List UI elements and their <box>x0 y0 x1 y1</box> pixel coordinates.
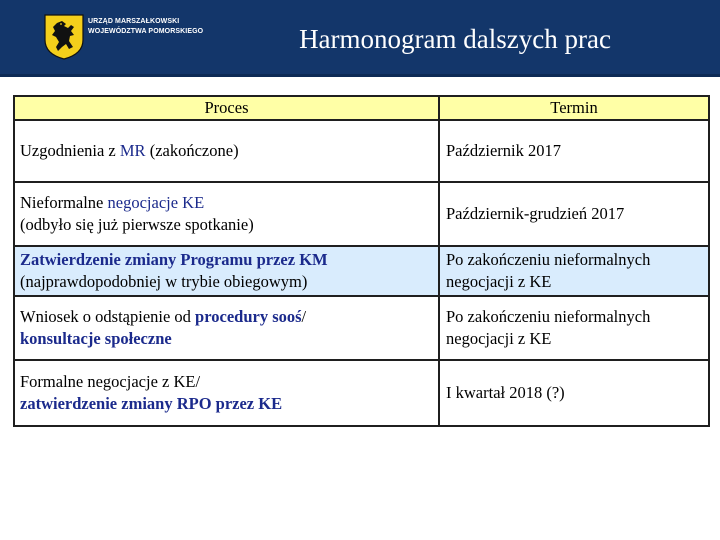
keyword-konsultacje: konsultacje społeczne <box>20 329 172 348</box>
cell-proces: Uzgodnienia z MR (zakończone) <box>14 120 439 182</box>
cell-proces: Formalne negocjacje z KE/ zatwierdzenie zmiany RPO przez KE <box>14 360 439 426</box>
institution-name <box>88 17 203 37</box>
cell-proces: Nieformalne negocjacje KE (odbyło się już pierwsze spotkanie) <box>14 182 439 246</box>
schedule-table <box>13 95 710 427</box>
cell-proces: Wniosek o odstąpienie od procedury sooś/ konsultacje społeczne <box>14 296 439 360</box>
column-header-termin: Termin <box>439 96 709 120</box>
header-bar <box>0 0 720 77</box>
table-row <box>14 360 709 426</box>
table-row <box>14 120 709 182</box>
institution-line-1: URZĄD MARSZAŁKOWSKI <box>88 18 180 25</box>
table-row <box>14 246 709 296</box>
keyword-mr: MR <box>119 141 146 160</box>
cell-termin: Po zakończeniu nieformalnych negocjacji z KE <box>439 246 709 296</box>
keyword-zatwierdzenie-rpo: zatwierdzenie zmiany RPO przez KE <box>20 394 283 413</box>
keyword-procedury-soos: procedury sooś <box>195 307 302 326</box>
table-header-row <box>14 96 709 120</box>
cell-termin: Październik 2017 <box>439 120 709 182</box>
page-title: Harmonogram dalszych prac <box>299 24 611 54</box>
griffin-coat-of-arms-icon <box>44 14 84 60</box>
cell-termin: I kwartał 2018 (?) <box>439 360 709 426</box>
institution-line-2: WOJEWÓDZTWA POMORSKIEGO <box>88 28 204 35</box>
keyword-negocjacje-ke: negocjacje KE <box>107 193 205 212</box>
table-row <box>14 296 709 360</box>
column-header-proces: Proces <box>14 96 439 120</box>
header-divider <box>0 74 720 77</box>
table-row <box>14 182 709 246</box>
keyword-zatwierdzenie-km: Zatwierdzenie zmiany Programu przez KM <box>20 250 328 269</box>
cell-proces: Zatwierdzenie zmiany Programu przez KM (najprawdopodobniej w trybie obiegowym) <box>14 246 439 296</box>
cell-termin: Październik-grudzień 2017 <box>439 182 709 246</box>
cell-termin: Po zakończeniu nieformalnych negocjacji z KE <box>439 296 709 360</box>
